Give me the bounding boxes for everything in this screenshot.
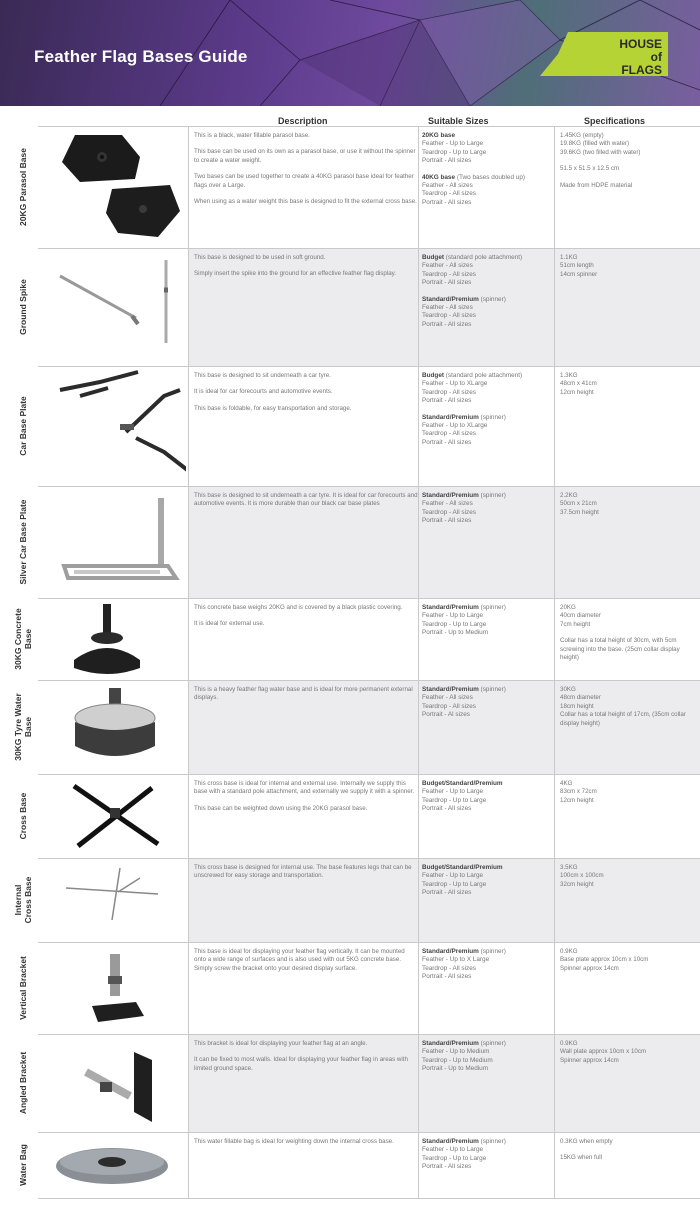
product-image (40, 598, 186, 680)
sizes-cell (422, 686, 556, 728)
product-image (40, 126, 186, 248)
size-item: Feather - All sizes (422, 500, 473, 508)
column-divider (418, 248, 419, 366)
size-group (422, 296, 556, 330)
sizes-cell (422, 254, 556, 337)
row-label-text: Silver Car Base Plate (18, 499, 28, 585)
column-header-specs: Specifications (584, 116, 646, 126)
page-title: Feather Flag Bases Guide (34, 47, 248, 66)
size-item: Teardrop - All sizes (422, 312, 476, 320)
row-label (8, 1132, 38, 1198)
spec-paragraph: 1.1KG 51cm length 14cm spinner (560, 254, 598, 278)
size-group-note: (spinner) (478, 413, 506, 421)
description-paragraph: It can be fixed to most walls. Ideal for displaying your feather flag in areas with limited ground space. (194, 1056, 408, 1072)
size-group-title: Standard/Premium (422, 1138, 479, 1145)
description-paragraph: Two bases can be used together to create a 40KG parasol base ideal for feather flags over a Large. (194, 173, 414, 189)
size-group-heading (422, 948, 556, 956)
size-group-heading (422, 132, 556, 140)
column-divider (418, 366, 419, 486)
internal-cross-base-image (40, 858, 186, 944)
size-item: Portrait - Al sizes (422, 711, 470, 719)
size-group-heading (422, 864, 556, 872)
row-label (8, 858, 38, 942)
size-item: Feather - Up to Large (422, 140, 484, 148)
size-item: Portrait - All sizes (422, 1163, 472, 1171)
specs-cell (560, 254, 698, 287)
size-group-heading (422, 1040, 556, 1048)
size-item: Teardrop - All sizes (422, 964, 476, 972)
size-group (422, 948, 556, 982)
description-paragraph: This base can be weighted down using the 20KG parasol base. (194, 804, 368, 812)
size-group-title: Budget/Standard/Premium (422, 780, 503, 787)
row-label (8, 366, 38, 486)
description-paragraph: This base is ideal for displaying your feather flag vertically. It can be mounted onto a wide range of surfaces and is also used with out 5KG concrete base. Simply screw the bracket onto your desired display surface. (194, 948, 405, 972)
size-group-note: (spinner) (478, 686, 506, 693)
size-item: Portrait - All sizes (422, 973, 472, 981)
column-divider (418, 1034, 419, 1132)
logo-line-1: HOUSE (619, 37, 662, 51)
description-paragraph: This base is foldable, for easy transportation and storage. (194, 404, 352, 412)
size-group-heading (422, 604, 556, 612)
product-image (40, 680, 186, 774)
size-group (422, 780, 556, 814)
specs-cell (560, 1138, 698, 1171)
row-label-text: 30KG Tyre Water Base (13, 693, 33, 761)
spec-paragraph: 0.9KG Base plate approx 10cm x 10cm Spinner approx 14cm (560, 948, 649, 972)
row-label-text: Angled Bracket (18, 1051, 28, 1115)
row-label (8, 774, 38, 858)
description-paragraph: This base is designed to sit underneath a car tyre. It is ideal for car forecourts and automotive events. It is more durable than our black car base plates (194, 492, 418, 508)
size-group (422, 604, 556, 638)
description-paragraph: This cross base is ideal for internal and external use. Internally we supply this base with a standard pole attachment, and externally we supply it with a spinner. (194, 780, 415, 796)
water-bag-image (40, 1132, 186, 1198)
description-cell (194, 1138, 418, 1154)
sizes-cell (422, 1040, 556, 1082)
size-group (422, 132, 556, 166)
size-group-note: (standard pole attachment) (444, 254, 523, 261)
table-row (8, 774, 700, 858)
column-divider (188, 486, 189, 598)
specs-cell (560, 864, 698, 897)
table-row (8, 248, 700, 366)
spec-paragraph: 3.5KG 100cm x 100cm 32cm height (560, 864, 604, 888)
table-row (8, 598, 700, 680)
size-item: Teardrop - Up to Large (422, 148, 487, 156)
column-divider (418, 598, 419, 680)
size-item: Feather - All sizes (422, 182, 473, 190)
size-item: Feather - Up to Medium (422, 1048, 490, 1056)
table-row (8, 942, 700, 1034)
size-item: Teardrop - All sizes (422, 388, 476, 396)
description-paragraph: This cross base is designed for internal use. The base features legs that can be unscrewed for easy storage and transportation. (194, 864, 412, 880)
row-label-text: 30KG Concrete Base (13, 608, 33, 670)
column-divider (418, 942, 419, 1034)
description-cell (194, 864, 418, 889)
size-item: Portrait - Up to Medium (422, 629, 489, 637)
table-row (8, 126, 700, 248)
column-divider (188, 1034, 189, 1132)
parasol-base-image (40, 127, 186, 247)
row-label (8, 598, 38, 680)
description-paragraph: This is a heavy feather flag water base and is ideal for more permanent external displays. (194, 686, 413, 702)
description-cell (194, 1040, 418, 1081)
size-group-note: (spinner) (478, 948, 506, 955)
table-bottom-border (38, 1198, 700, 1199)
description-paragraph: When using as a water weight this base is designed to fit the external cross base. (194, 198, 417, 206)
table-row (8, 486, 700, 598)
size-group (422, 686, 556, 720)
size-group-note: (spinner) (478, 1138, 506, 1145)
size-item: Teardrop - All sizes (422, 430, 476, 438)
size-item: Portrait - Up to Medium (422, 1065, 489, 1073)
size-group-note: (spinner) (478, 295, 506, 303)
size-group-heading (422, 254, 556, 262)
spec-paragraph: 2.2KG 50cm x 21cm 37.5cm height (560, 492, 599, 516)
description-paragraph: This base can be used on its own as a parasol base, or use it without the spinner to create a water weight. (194, 148, 416, 164)
size-item: Teardrop - Up to Medium (422, 1056, 493, 1064)
product-image (40, 774, 186, 858)
row-label (8, 1034, 38, 1132)
size-group-title: 20KG base (422, 132, 456, 139)
size-group-title: 40KG base (422, 173, 456, 181)
size-item: Portrait - All sizes (422, 517, 472, 525)
sizes-cell (422, 948, 556, 990)
column-divider (418, 774, 419, 858)
size-item: Teardrop - Up to Large (422, 796, 487, 804)
size-group (422, 372, 556, 406)
specs-cell (560, 948, 698, 981)
specs-cell (560, 780, 698, 813)
size-group-title: Standard/Premium (422, 948, 479, 955)
header-banner (0, 0, 700, 106)
silver-car-base-plate-image (40, 486, 186, 606)
product-image (40, 366, 186, 486)
size-group-heading (422, 686, 556, 694)
row-label-text: Ground Spike (18, 279, 28, 335)
size-group-title: Budget (422, 372, 445, 379)
description-paragraph: It is ideal for car forecourts and automotive events. (194, 388, 333, 396)
row-label-text: Cross Base (18, 792, 28, 840)
spec-paragraph: 1.45KG (empty) 19.8KG (filled with water) 39.6KG (two filled with water) (560, 132, 641, 156)
size-group-heading (422, 296, 556, 304)
size-group-heading (422, 1138, 556, 1146)
table-row (8, 1034, 700, 1132)
logo-text (610, 38, 662, 77)
size-group (422, 254, 556, 288)
description-paragraph: This bracket is ideal for displaying your feather flag at an angle. (194, 1040, 368, 1047)
size-item: Feather - Up to Large (422, 872, 484, 880)
description-paragraph: This concrete base weighs 20KG and is covered by a black plastic covering. (194, 604, 403, 611)
car-base-plate-image (40, 366, 186, 486)
size-item: Portrait - All sizes (422, 438, 472, 446)
product-image (40, 942, 186, 1034)
row-label-text: Internal Cross Base (13, 876, 33, 924)
size-item: Feather - Up to Large (422, 612, 484, 620)
angled-bracket-image (40, 1034, 186, 1132)
row-label (8, 942, 38, 1034)
product-image (40, 1132, 186, 1198)
tyre-water-base-image (40, 682, 186, 772)
size-item: Portrait - All sizes (422, 320, 472, 328)
column-divider (418, 1132, 419, 1198)
size-group-note: (Two bases doubled up) (455, 173, 526, 181)
cross-base-image (40, 774, 186, 860)
size-group (422, 1040, 556, 1074)
row-label (8, 680, 38, 774)
size-item: Teardrop - All sizes (422, 270, 476, 278)
description-paragraph: This base is designed to sit underneath a car tyre. (194, 372, 331, 379)
size-group (422, 1138, 556, 1172)
description-paragraph: It is ideal for external use. (194, 620, 265, 628)
size-group-heading (422, 414, 556, 422)
ground-spike-image (40, 248, 186, 368)
specs-cell (560, 132, 698, 198)
size-item: Portrait - All sizes (422, 279, 472, 287)
column-divider (418, 486, 419, 598)
size-group-title: Budget (422, 254, 445, 261)
size-item: Portrait - All sizes (422, 889, 472, 897)
column-divider (188, 366, 189, 486)
row-label-text: 20KG Parasol Base (18, 148, 28, 226)
column-divider (418, 858, 419, 942)
size-group-heading (422, 174, 556, 182)
row-label-text: Vertical Bracket (18, 956, 28, 1020)
size-group-note: (spinner) (478, 492, 506, 499)
table-row (8, 680, 700, 774)
sizes-cell (422, 864, 556, 906)
vertical-bracket-image (40, 942, 186, 1036)
description-cell (194, 948, 418, 981)
size-group-title: Standard/Premium (422, 1040, 479, 1047)
column-divider (188, 680, 189, 774)
sizes-cell (422, 780, 556, 822)
size-item: Teardrop - Up to Large (422, 1154, 487, 1162)
spec-paragraph: 0.3KG when empty (560, 1138, 613, 1145)
product-image (40, 486, 186, 598)
spec-paragraph: 1.3KG 48cm x 41cm 12cm height (560, 372, 597, 396)
size-group-heading (422, 780, 556, 788)
size-item: Feather - Up to Large (422, 1146, 484, 1154)
specs-cell (560, 1040, 698, 1073)
description-cell (194, 372, 418, 421)
size-group-heading (422, 492, 556, 500)
size-group-title: Standard/Premium (422, 492, 479, 499)
size-item: Teardrop - Up to Large (422, 620, 487, 628)
size-item: Feather - Up to XLarge (422, 422, 488, 430)
size-group (422, 492, 556, 526)
description-cell (194, 254, 418, 287)
size-item: Teardrop - All sizes (422, 702, 476, 710)
size-group-heading (422, 372, 556, 380)
table-row (8, 858, 700, 942)
column-header-description: Description (278, 116, 328, 126)
size-item: Teardrop - All sizes (422, 508, 476, 516)
size-group (422, 174, 556, 208)
description-paragraph: This is a black, water fillable parasol base. (194, 132, 310, 139)
size-group-title: Standard/Premium (422, 295, 479, 303)
description-cell (194, 780, 418, 821)
size-item: Teardrop - All sizes (422, 190, 476, 198)
row-label (8, 248, 38, 366)
size-item: Portrait - All sizes (422, 198, 472, 206)
description-cell (194, 492, 418, 517)
specs-cell (560, 372, 698, 405)
size-item: Teardrop - Up to Large (422, 880, 487, 888)
column-divider (188, 1132, 189, 1198)
size-item: Feather - Up to X Large (422, 956, 490, 964)
row-label (8, 126, 38, 248)
description-paragraph: This base is designed to be used in soft ground. (194, 254, 326, 261)
column-divider (188, 126, 189, 248)
size-item: Feather - All sizes (422, 694, 473, 702)
specs-cell (560, 492, 698, 525)
product-image (40, 1034, 186, 1132)
size-group-title: Standard/Premium (422, 604, 479, 611)
size-group-title: Budget/Standard/Premium (422, 864, 503, 871)
specs-cell (560, 604, 698, 670)
table-row (8, 366, 700, 486)
size-group (422, 864, 556, 898)
sizes-cell (422, 1138, 556, 1180)
spec-paragraph: 51.5 x 51.5 x 12.5 cm (560, 165, 620, 173)
size-group-note: (spinner) (478, 1040, 506, 1047)
specs-cell (560, 686, 698, 736)
product-image (40, 858, 186, 942)
sizes-cell (422, 132, 556, 215)
column-divider (188, 598, 189, 680)
row-label-text: Car Base Plate (18, 396, 28, 456)
size-group-note: (spinner) (478, 604, 506, 611)
size-item: Feather - All sizes (422, 262, 473, 270)
size-group-title: Standard/Premium (422, 413, 479, 421)
concrete-base-image (40, 598, 186, 688)
size-item: Portrait - All sizes (422, 397, 472, 405)
description-paragraph: This water fillable bag is ideal for weighting down the internal cross base. (194, 1138, 394, 1145)
row-label-text: Water Bag (18, 1144, 28, 1186)
spec-paragraph: 4KG 83cm x 72cm 12cm height (560, 780, 597, 804)
description-paragraph: Simply insert the spike into the ground for an effective feather flag display. (194, 270, 397, 278)
size-item: Feather - All sizes (422, 304, 473, 312)
table-row (8, 1132, 700, 1198)
spec-paragraph: 15KG when full (560, 1154, 602, 1162)
size-item: Feather - Up to XLarge (422, 380, 488, 388)
size-item: Portrait - All sizes (422, 805, 472, 813)
size-item: Feather - Up to Large (422, 788, 484, 796)
logo-line-2: of FLAGS (621, 50, 662, 77)
sizes-cell (422, 492, 556, 534)
product-image (40, 248, 186, 366)
column-divider (188, 774, 189, 858)
spec-paragraph: Collar has a total height of 30cm, with 5cm screwing into the base. (25cm collar display height) (560, 637, 680, 662)
sizes-cell (422, 372, 556, 455)
size-group-title: Standard/Premium (422, 686, 479, 693)
description-cell (194, 604, 418, 637)
column-divider (188, 858, 189, 942)
description-cell (194, 132, 418, 214)
row-label (8, 486, 38, 598)
column-divider (188, 248, 189, 366)
spec-paragraph: 20KG 40cm diameter 7cm height (560, 604, 601, 628)
spec-paragraph: 30KG 48cm diameter 18cm height Collar has a total height of 17cm, (35cm collar display height) (560, 686, 686, 727)
size-group (422, 414, 556, 448)
size-group-note: (standard pole attachment) (444, 372, 523, 379)
spec-paragraph: 0.9KG Wall plate approx 10cm x 10cm Spinner approx 14cm (560, 1040, 647, 1064)
sizes-cell (422, 604, 556, 646)
size-item: Portrait - All sizes (422, 157, 472, 165)
column-divider (418, 680, 419, 774)
column-divider (188, 942, 189, 1034)
column-header-sizes: Suitable Sizes (428, 116, 489, 126)
column-divider (418, 126, 419, 248)
description-cell (194, 686, 418, 711)
spec-paragraph: Made from HDPE material (560, 181, 633, 189)
